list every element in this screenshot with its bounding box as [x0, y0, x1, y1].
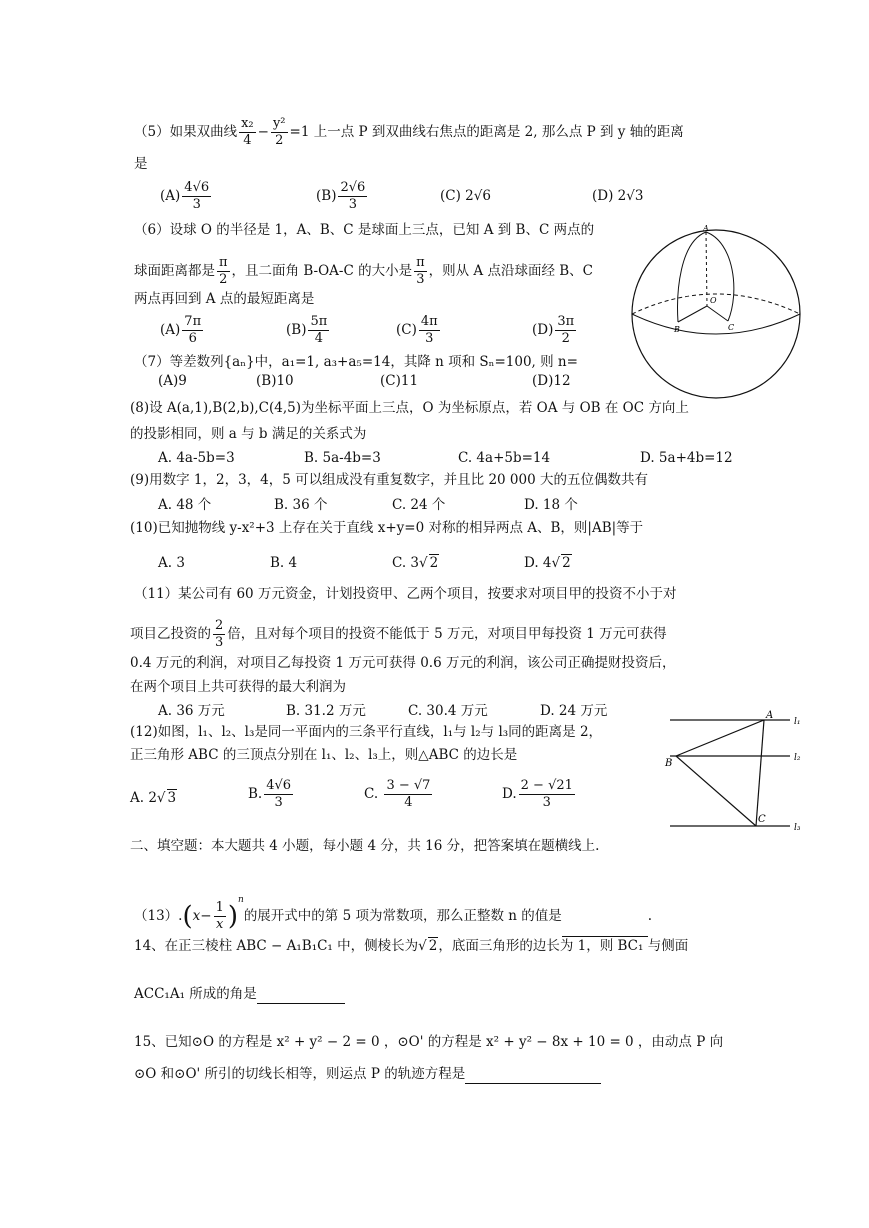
- q6-option-a: (A) $\frac{7\pi}{6}$: [160, 314, 202, 346]
- q5-line1: （5）如果双曲线 $\frac{\text{x₂}}{4}$ − $\frac{\text{y²}}{2}$ =1 上一点 P 到双曲线右焦点的距离是 2, 那么点 P 到 y 轴的距离: [134, 116, 684, 148]
- q13-answer-blank[interactable]: [562, 914, 648, 937]
- q10-line1: (10)已知抛物线 y-x²+3 上存在关于直线 x+y=0 对称的相异两点 A、B，则|AB|等于: [130, 520, 644, 536]
- sphere-label-a: A: [703, 224, 709, 233]
- q14-line1: 14、在正三棱柱 ABC − A₁B₁C₁ 中，侧棱长为√ 2，底面三角形的边长为 1，则 BC₁ 与侧面: [134, 938, 689, 954]
- q13-line: （13）.(x− $\frac{1}{x}$ )$^n$的展开式中的第 5 项为常数项，那么正整数 n 的值是 .: [134, 880, 652, 920]
- q8-option-a: A. 4a-5b=3: [158, 450, 235, 466]
- q5-option-a: (A) $\frac{4√6}{3}$: [160, 180, 210, 212]
- parallel-lines-figure: [664, 708, 814, 838]
- q11-line2: 项目乙投资的 $\frac{2}{3}$ 倍，且对每个项目的投资不能低于 5 万元，对项目甲每投资 1 万元可获得: [130, 618, 667, 650]
- fig12-label-b: B: [665, 758, 673, 769]
- q11-line1: （11）某公司有 60 万元资金，计划投资甲、乙两个项目，按要求对项目甲的投资不小于对: [134, 586, 677, 602]
- q7-option-a: (A)9: [158, 373, 187, 389]
- q8-option-b: B. 5a-4b=3: [304, 450, 381, 466]
- q8-option-c: C. 4a+5b=14: [458, 450, 551, 466]
- q12-line2: 正三角形 ABC 的三顶点分别在 l₁、l₂、l₃上，则△ABC 的边长是: [130, 747, 518, 763]
- q9-option-b: B. 36 个: [274, 497, 328, 513]
- q10-option-b: B. 4: [270, 555, 298, 571]
- q12-option-b: B. $\frac{4√6}{3}$: [248, 778, 292, 810]
- q7-option-b: (B)10: [256, 373, 294, 389]
- q7-option-c: (C)11: [380, 373, 419, 389]
- q11-option-c: C. 30.4 万元: [408, 703, 488, 719]
- fig12-label-l2: l₂: [794, 753, 801, 763]
- q5-fraction-x: $\frac{\text{x₂}}{4}$: [241, 116, 254, 148]
- q5-option-b: (B) $\frac{2√6}{3}$: [316, 180, 366, 212]
- q11-option-b: B. 31.2 万元: [286, 703, 366, 719]
- q5-option-d: (D) 2√3: [592, 188, 644, 204]
- q5-fraction-y: $\frac{\text{y²}}{2}$: [272, 116, 286, 148]
- q6-line3: 两点再回到 A 点的最短距离是: [134, 291, 315, 307]
- q12-line1: (12)如图，l₁、l₂、l₃是同一平面内的三条平行直线，l₁与 l₂与 l₃同的距离是 2，: [130, 724, 603, 740]
- fig12-label-l3: l₃: [794, 823, 801, 833]
- sphere-label-o: O: [710, 296, 717, 305]
- section-2-heading: 二、填空题：本大题共 4 小题，每小题 4 分，共 16 分，把答案填在题横线上.: [130, 838, 600, 854]
- q6-option-c: (C) $\frac{4\pi}{3}$: [396, 314, 438, 346]
- q11-option-d: D. 24 万元: [540, 703, 608, 719]
- q8-line1: (8)设 A(a,1),B(2,b),C(4,5)为坐标平面上三点，O 为坐标原点，若 OA 与 OB 在 OC 方向上: [130, 400, 689, 416]
- q11-option-a: A. 36 万元: [158, 703, 225, 719]
- q6-line2: 球面距离都是 $\frac{\pi}{2}$ ，且二面角 B-OA-C 的大小是 $\frac{\pi}{3}$ ，则从 A 点沿球面经 B、C: [134, 255, 593, 287]
- q15-line2: ⊙O 和⊙O' 所引的切线长相等，则运点 P 的轨迹方程是: [134, 1064, 601, 1084]
- q9-option-c: C. 24 个: [392, 497, 446, 513]
- q14-answer-blank[interactable]: [257, 985, 345, 1004]
- q10-option-c: C. 3√ 2: [392, 555, 439, 571]
- q12-option-c: C. $\frac{3 - √7}{4}$: [364, 778, 431, 810]
- sphere-label-b: B: [674, 325, 680, 334]
- q6-line1: （6）设球 O 的半径是 1，A、B、C 是球面上三点，已知 A 到 B、C 两点的: [134, 222, 595, 238]
- q12-option-d: D. $\frac{2 - √21}{3}$: [502, 778, 573, 810]
- q7-line1: （7）等差数列{aₙ}中，a₁=1, a₃+a₅=14，其降 n 项和 Sₙ=100, 则 n=: [134, 354, 578, 370]
- q10-option-a: A. 3: [158, 555, 185, 571]
- sphere-figure: [628, 222, 804, 402]
- q7-option-d: (D)12: [532, 373, 571, 389]
- q8-line2: 的投影相同，则 a 与 b 满足的关系式为: [130, 426, 367, 442]
- fig12-label-a: A: [766, 710, 774, 721]
- q6-option-b: (B) $\frac{5\pi}{4}$: [286, 314, 328, 346]
- fig12-label-c: C: [758, 814, 766, 825]
- q10-option-d: D. 4√ 2: [524, 555, 571, 571]
- q8-option-d: D. 5a+4b=12: [640, 450, 733, 466]
- q5-option-c: (C) 2√6: [440, 188, 491, 204]
- q12-option-a: A. 2√ 3: [130, 790, 177, 806]
- q11-line4: 在两个项目上共可获得的最大利润为: [130, 679, 346, 695]
- q15-answer-blank[interactable]: [465, 1065, 601, 1084]
- q9-option-d: D. 18 个: [524, 497, 578, 513]
- fig12-label-l1: l₁: [794, 717, 801, 727]
- sphere-label-c: C: [728, 323, 735, 332]
- q11-line3: 0.4 万元的利润，对项目乙每投资 1 万元可获得 0.6 万元的利润，该公司正确提财投资后，: [130, 655, 676, 671]
- q14-line2: ACC₁A₁ 所成的角是: [134, 984, 345, 1004]
- q5-line2: 是: [134, 156, 148, 172]
- q15-line1: 15、已知⊙O 的方程是 x² + y² − 2 = 0 ，⊙O' 的方程是 x² + y² − 8x + 10 = 0 ，由动点 P 向: [134, 1034, 724, 1050]
- q9-option-a: A. 48 个: [158, 497, 212, 513]
- q6-option-d: (D) $\frac{3\pi}{2}$: [532, 314, 575, 346]
- q9-line1: (9)用数字 1，2，3，4，5 可以组成没有重复数字，并且比 20 000 大的五位偶数共有: [130, 472, 648, 488]
